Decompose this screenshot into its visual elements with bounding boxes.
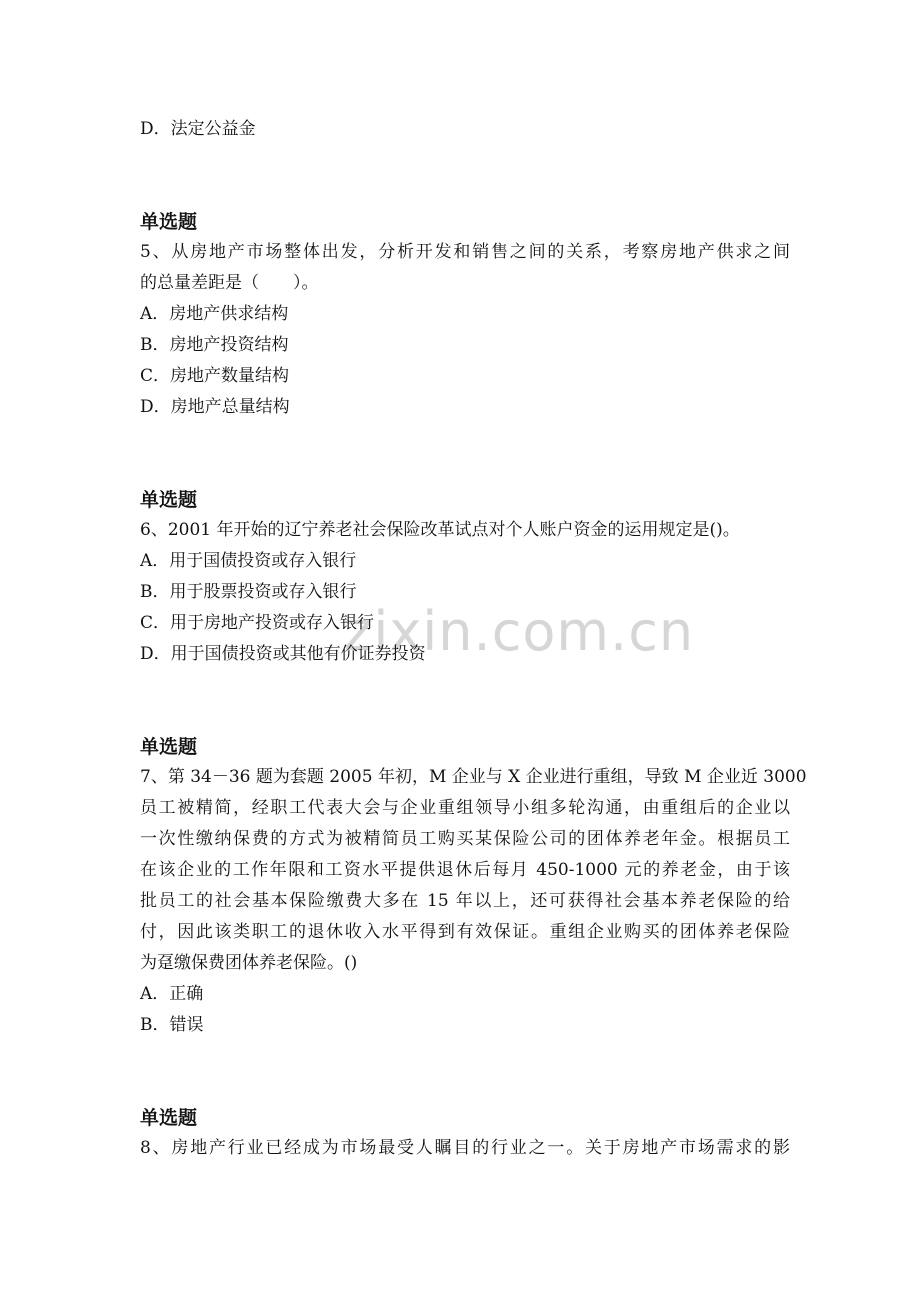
question-type-heading: 单选题 [140, 211, 198, 233]
option-text: D．法定公益金 [140, 119, 256, 139]
question-type-heading: 单选题 [140, 489, 198, 511]
option-b: B．房地产投资结构 [140, 335, 289, 355]
option-b: B．用于股票投资或存入银行 [140, 582, 357, 602]
question-stem-line: 6、2001 年开始的辽宁养老社会保险改革试点对个人账户资金的运用规定是()。 [140, 520, 740, 540]
question-stem-line: 的总量差距是（ ）。 [140, 273, 319, 293]
option-d: D．用于国债投资或其他有价证券投资 [140, 644, 426, 664]
question-stem-line: 批员工的社会基本保险缴费大多在 15 年以上，还可获得社会基本养老保险的给 [140, 891, 790, 911]
question-stem-line: 为趸缴保费团体养老保险。() [140, 953, 358, 973]
question-stem-line: 一次性缴纳保费的方式为被精简员工购买某保险公司的团体养老年金。根据员工 [140, 829, 790, 849]
option-d: D．房地产总量结构 [140, 397, 290, 417]
watermark: zixin.com.cn [344, 600, 695, 663]
option-c: C．房地产数量结构 [140, 366, 290, 386]
option-a: A．房地产供求结构 [140, 304, 289, 324]
option-b: B．错误 [140, 1015, 204, 1035]
question-stem-line: 员工被精简，经职工代表大会与企业重组领导小组多轮沟通，由重组后的企业以 [140, 798, 790, 818]
question-stem-line: 8、房地产行业已经成为市场最受人瞩目的行业之一。关于房地产市场需求的影 [140, 1138, 790, 1158]
question-stem-line: 5、从房地产市场整体出发，分析开发和销售之间的关系，考察房地产供求之间 [140, 242, 790, 262]
option-a: A．用于国债投资或存入银行 [140, 551, 357, 571]
question-type-heading: 单选题 [140, 1107, 198, 1129]
option-c: C．用于房地产投资或存入银行 [140, 613, 375, 633]
question-stem-line: 付，因此该类职工的退休收入水平得到有效保证。重组企业购买的团体养老保险 [140, 922, 790, 942]
question-stem-line: 在该企业的工作年限和工资水平提供退休后每月 450-1000 元的养老金，由于该 [140, 860, 790, 880]
question-stem-line: 7、第 34－36 题为套题 2005 年初，M 企业与 X 企业进行重组，导致 M 企业近 3000 [140, 767, 807, 787]
question-type-heading: 单选题 [140, 736, 198, 758]
option-a: A．正确 [140, 984, 204, 1004]
